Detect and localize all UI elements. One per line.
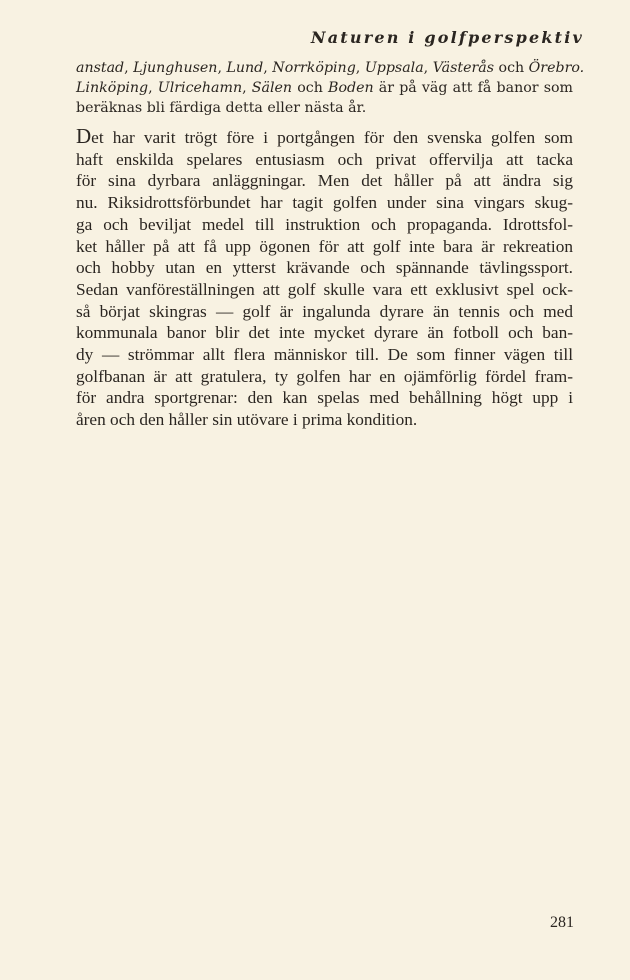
text: , (423, 60, 433, 76)
page-number: 281 (550, 914, 574, 931)
text: och (494, 60, 529, 76)
text: , (242, 80, 252, 96)
paragraph-line: så börjat skingras — golf är ingalunda dyrare än tennis och med (76, 301, 573, 321)
paragraph-line: för sina dyrbara anläggningar. Men det håller på att ändra sig (76, 171, 573, 191)
running-header: Naturen i golfperspektiv (310, 28, 584, 47)
paragraph-line (76, 126, 573, 149)
paragraph-line: åren och den håller sin utövare i prima kondition. (76, 410, 418, 430)
text: et har varit trögt före i portgången för den svenska golfen som (91, 128, 573, 147)
paragraph-line: ga och beviljat medel till instruktion och propaganda. Idrottsfol- (76, 214, 573, 234)
place-name: Linköping (76, 80, 149, 96)
paragraph-line: kommunala banor blir det inte mycket dyrare än fotboll och ban- (76, 323, 573, 343)
text: , (124, 60, 134, 76)
intro-line: beräknas bli färdiga detta eller nästa år. (76, 100, 367, 116)
intro-paragraph (76, 58, 585, 118)
text: , (263, 60, 273, 76)
initial-letter: D (76, 124, 92, 148)
paragraph-line: och hobby utan en ytterst krävande och spännande tävlingssport. (76, 258, 573, 278)
body-paragraph (76, 126, 573, 431)
text: är på väg att få banor som (373, 80, 573, 96)
place-name: Norrköping (272, 60, 356, 76)
paragraph-line: dy — strömmar allt flera människor till. De som finner vägen till (76, 345, 573, 365)
paragraph-line: nu. Riksidrottsförbundet har tagit golfen under sina vingars skug- (76, 193, 573, 213)
place-name: Örebro. (528, 60, 585, 76)
paragraph-line: Sedan vanföreställningen att golf skulle vara ett exklusivt spel ock- (76, 279, 573, 299)
paragraph-line: haft enskilda spelares entusiasm och privat offervilja att tacka (76, 149, 573, 169)
place-name: Sälen (251, 80, 293, 96)
text: , (148, 80, 158, 96)
text: och (292, 80, 329, 96)
intro-line (76, 58, 585, 78)
text: , (355, 60, 365, 76)
place-name: Boden (328, 80, 374, 96)
place-name: Uppsala (364, 60, 424, 76)
paragraph-line: för andra sportgrenar: den kan spelas med behållning högt upp i (76, 388, 573, 408)
intro-line (76, 78, 573, 98)
paragraph-line: golfbanan är att gratulera, ty golfen har en ojämförlig fördel fram- (76, 366, 573, 386)
place-name: Lund (226, 60, 264, 76)
place-name: Ulricehamn (157, 80, 243, 96)
text: , (217, 60, 227, 76)
place-name: anstad (76, 60, 125, 76)
paragraph-line: ket håller på att få upp ögonen för att golf inte bara är rekreation (76, 236, 573, 256)
place-name: Ljunghusen (133, 60, 218, 76)
place-name: Västerås (432, 60, 495, 76)
